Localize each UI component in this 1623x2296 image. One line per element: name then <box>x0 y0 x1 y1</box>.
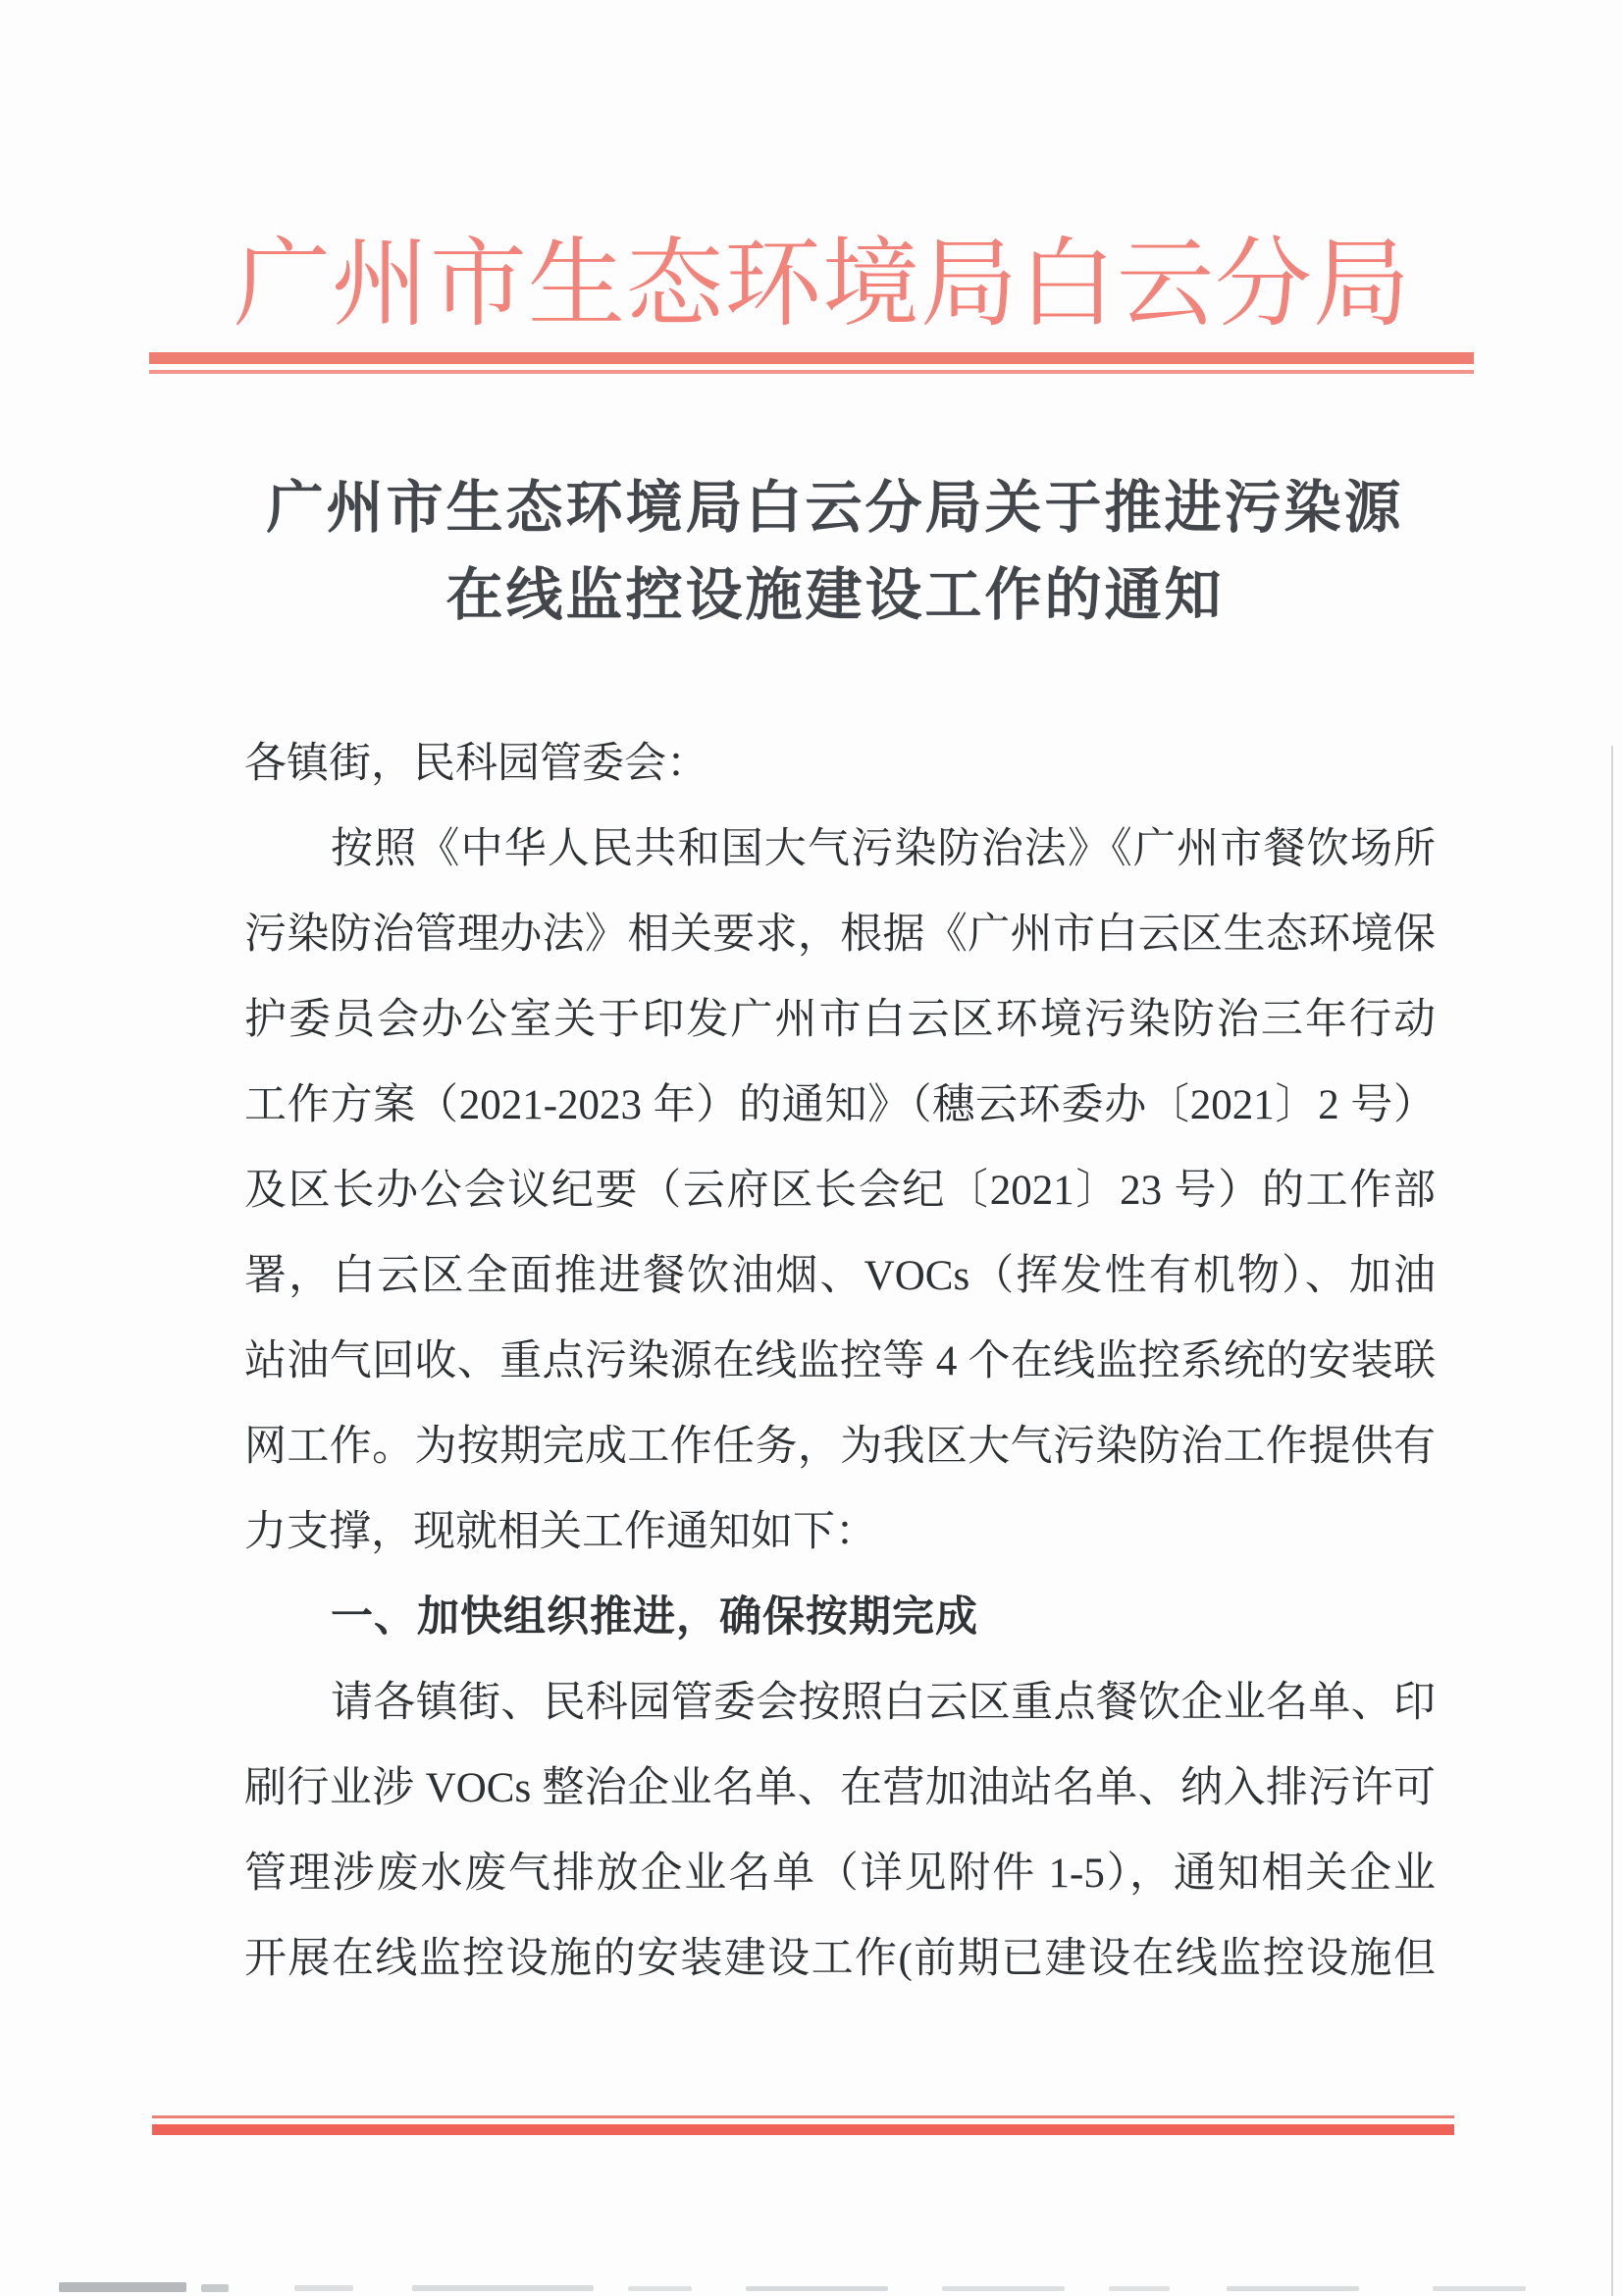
body-text-line: 刷行业涉 VOCs 整治企业名单、在营加油站名单、纳入排污许可 <box>244 1765 1436 1811</box>
body-text-line: 管理涉废水废气排放企业名单（详见附件 1-5），通知相关企业 <box>244 1851 1436 1897</box>
scan-smudge-artifact <box>59 2282 186 2292</box>
letterhead-rule-thick <box>149 352 1474 364</box>
body-text-line: 护委员会办公室关于印发广州市白云区环境污染防治三年行动 <box>244 997 1436 1043</box>
document-title-line1: 广州市生态环境局白云分局关于推进污染源 <box>266 476 1404 540</box>
document-title <box>24 464 1623 639</box>
body-text-line: 污染防治管理办法》相关要求，根据《广州市白云区生态环境保 <box>244 912 1436 958</box>
scan-smudge-artifact <box>942 2286 1065 2291</box>
scan-smudge-artifact <box>1227 2286 1359 2291</box>
scan-smudge-artifact <box>201 2284 229 2292</box>
scan-smudge-artifact <box>1433 2286 1526 2291</box>
footer-rule-thin <box>152 2115 1454 2118</box>
body-text-line: 署，白云区全面推进餐饮油烟、VOCs（挥发性有机物）、加油 <box>244 1253 1436 1299</box>
footer-rule-thick <box>152 2124 1454 2135</box>
scan-smudge-artifact <box>412 2285 594 2291</box>
body-text-line: 及区长办公会议纪要（云府区长会纪〔2021〕23 号）的工作部 <box>244 1168 1436 1214</box>
body-text-line: 工作方案（2021-2023 年）的通知》（穗云环委办〔2021〕2 号） <box>244 1082 1436 1128</box>
salutation-line: 各镇街，民科园管委会： <box>244 741 708 787</box>
body-text-line: 按照《中华人民共和国大气污染防治法》《广州市餐饮场所 <box>331 826 1436 872</box>
scan-smudge-artifact <box>294 2285 353 2291</box>
body-text-line: 站油气回收、重点污染源在线监控等 4 个在线监控系统的安装联 <box>244 1338 1436 1384</box>
letterhead-rule-thin <box>149 370 1474 374</box>
letterhead-agency-title: 广州市生态环境局白云分局 <box>234 232 1411 339</box>
body-text-line: 力支撑，现就相关工作通知如下： <box>244 1509 877 1555</box>
body-text-line: 网工作。为按期完成工作任务，为我区大气污染防治工作提供有 <box>244 1424 1436 1470</box>
body-text-line: 开展在线监控设施的安装建设工作(前期已建设在线监控设施但 <box>244 1936 1436 1982</box>
document-title-line2: 在线监控设施建设工作的通知 <box>445 563 1225 627</box>
scan-smudge-artifact <box>1109 2286 1170 2291</box>
scan-edge-artifact <box>1611 746 1613 2296</box>
document-body <box>244 721 1436 2002</box>
section-heading: 一、加快组织推进，确保按期完成 <box>331 1593 978 1641</box>
body-text-line: 请各镇街、民科园管委会按照白云区重点餐饮企业名单、印 <box>331 1680 1436 1726</box>
scan-smudge-artifact <box>628 2286 692 2291</box>
scan-smudge-artifact <box>746 2286 888 2291</box>
